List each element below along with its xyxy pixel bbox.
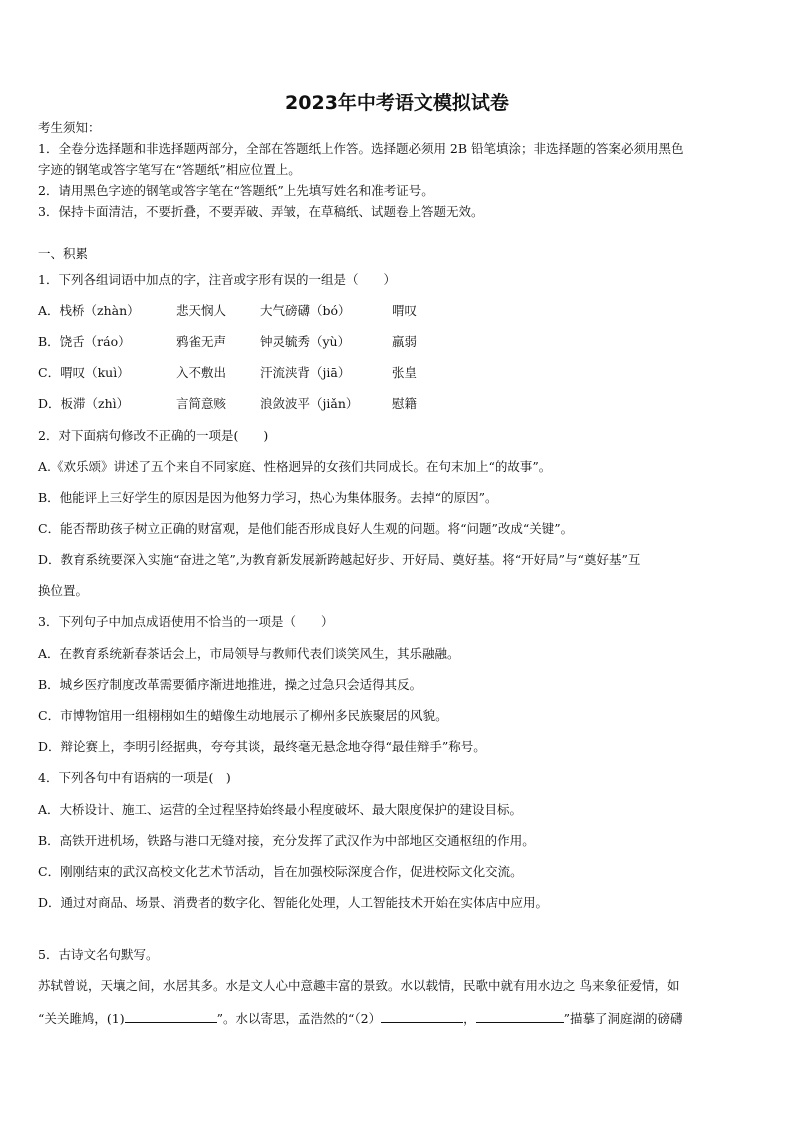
q1-option-c-1: C．喟叹（kuì） <box>38 365 130 380</box>
q1-option-d-4: 慰籍 <box>392 396 418 411</box>
q1-option-a-1: A．栈桥（zhàn） <box>38 303 140 318</box>
q3-option: A．在教育系统新春茶话会上，市局领导与教师代表们谈笑风生，其乐融融。 <box>38 646 460 661</box>
q1-option-d-1: D．板滞（zhì） <box>38 396 130 411</box>
notice-heading: 考生须知： <box>38 120 101 135</box>
q5-text: 苏轼曾说，天壤之间，水居其多。水是文人心中意趣丰富的景致。水以载情，民歌中就有用水边之 鸟来象征爱情，如 <box>38 978 680 993</box>
q1-option-a-4: 喟叹 <box>392 303 418 318</box>
q1-option-b-4: 羸弱 <box>392 334 418 349</box>
q1-option-c-4: 张皇 <box>392 365 418 380</box>
q5-text-part: ”描摹了洞庭湖的磅礴 <box>563 1011 683 1026</box>
q3-option: D．辩论赛上，李明引经据典，夸夸其谈，最终毫无悬念地夺得“最佳辩手”称号。 <box>38 739 486 754</box>
q1-stem: 1．下列各组词语中加点的字，注音或字形有误的一组是（ ） <box>38 272 396 287</box>
q5-text-part: ”。水以寄思，孟浩然的“（2） <box>216 1011 382 1026</box>
q2-option: B．他能评上三好学生的原因是因为他努力学习，热心为集体服务。去掉“的原因”。 <box>38 490 498 505</box>
q1-option-b-1: B．饶舌（ráo） <box>38 334 131 349</box>
q2-option: C．能否帮助孩子树立正确的财富观，是他们能否形成良好人生观的问题。将“问题”改成“关键”。 <box>38 521 574 536</box>
q2-option: D．教育系统要深入实施“奋进之笔”,为教育新发展新跨越起好步、开好局、奠好基。将“开好局”与“奠好基”互 <box>38 552 641 567</box>
q5-text-part: “关关雎鸠，(1) <box>38 1011 125 1026</box>
q5-stem: 5．古诗文名句默写。 <box>38 947 159 962</box>
q2-stem: 2．对下面病句修改不正确的一项是( ) <box>38 428 269 443</box>
q1-option-c-3: 汗流浃背（jiā） <box>260 365 351 380</box>
q1-option-c-2: 入不敷出 <box>176 365 227 380</box>
notice-item: 字迹的钢笔或答字笔写在“答题纸”相应位置上。 <box>38 162 301 177</box>
q1-option-a-2: 悲天悯人 <box>176 303 227 318</box>
q5-text-line2 <box>38 1010 758 1027</box>
q1-option-a-3: 大气磅礴（bó） <box>260 303 351 318</box>
q4-option: D．通过对商品、场景、消费者的数字化、智能化处理，人工智能技术开始在实体店中应用。 <box>38 895 549 910</box>
q1-option-b-3: 钟灵毓秀（yù） <box>260 334 351 349</box>
notice-item: 3．保持卡面清洁，不要折叠，不要弄破、弄皱，在草稿纸、试题卷上答题无效。 <box>38 204 484 219</box>
q2-option: A.《欢乐颂》讲述了五个来自不同家庭、性格迥异的女孩们共同成长。在句末加上“的故事”。 <box>38 459 552 474</box>
notice-item: 1．全卷分选择题和非选择题两部分，全部在答题纸上作答。选择题必须用 2B 铅笔填涂；非选择题的答案必须用黑色 <box>38 141 684 156</box>
q5-text-part: ， <box>463 1011 476 1026</box>
q3-option: C．市博物馆用一组栩栩如生的蜡像生动地展示了柳州多民族聚居的风貌。 <box>38 708 448 723</box>
q1-option-d-2: 言简意赅 <box>176 396 227 411</box>
q2-option-cont: 换位置。 <box>38 583 89 598</box>
q4-option: B．高铁开进机场，铁路与港口无缝对接，充分发挥了武汉作为中部地区交通枢纽的作用。 <box>38 833 535 848</box>
q3-stem: 3．下列句子中加点成语使用不恰当的一项是（ ） <box>38 614 334 629</box>
notice-item: 2．请用黑色字迹的钢笔或答字笔在“答题纸”上先填写姓名和准考证号。 <box>38 183 434 198</box>
section-heading: 一、积累 <box>38 246 89 261</box>
q4-stem: 4．下列各句中有语病的一项是( ) <box>38 770 231 785</box>
q1-option-d-3: 浪敛波平（jiǎn） <box>260 396 359 411</box>
answer-blank-3[interactable] <box>476 1010 564 1023</box>
q4-option: A．大桥设计、施工、运营的全过程坚持始终最小程度破坏、最大限度保护的建设目标。 <box>38 802 523 817</box>
answer-blank-1[interactable] <box>125 1010 217 1023</box>
q3-option: B．城乡医疗制度改革需要循序渐进地推进，操之过急只会适得其反。 <box>38 677 423 692</box>
answer-blank-2[interactable] <box>381 1010 463 1023</box>
q4-option: C．刚刚结束的武汉高校文化艺术节活动，旨在加强校际深度合作，促进校际文化交流。 <box>38 864 523 879</box>
page-title: 2023年中考语文模拟试卷 <box>285 92 509 114</box>
q1-option-b-2: 鸦雀无声 <box>176 334 227 349</box>
